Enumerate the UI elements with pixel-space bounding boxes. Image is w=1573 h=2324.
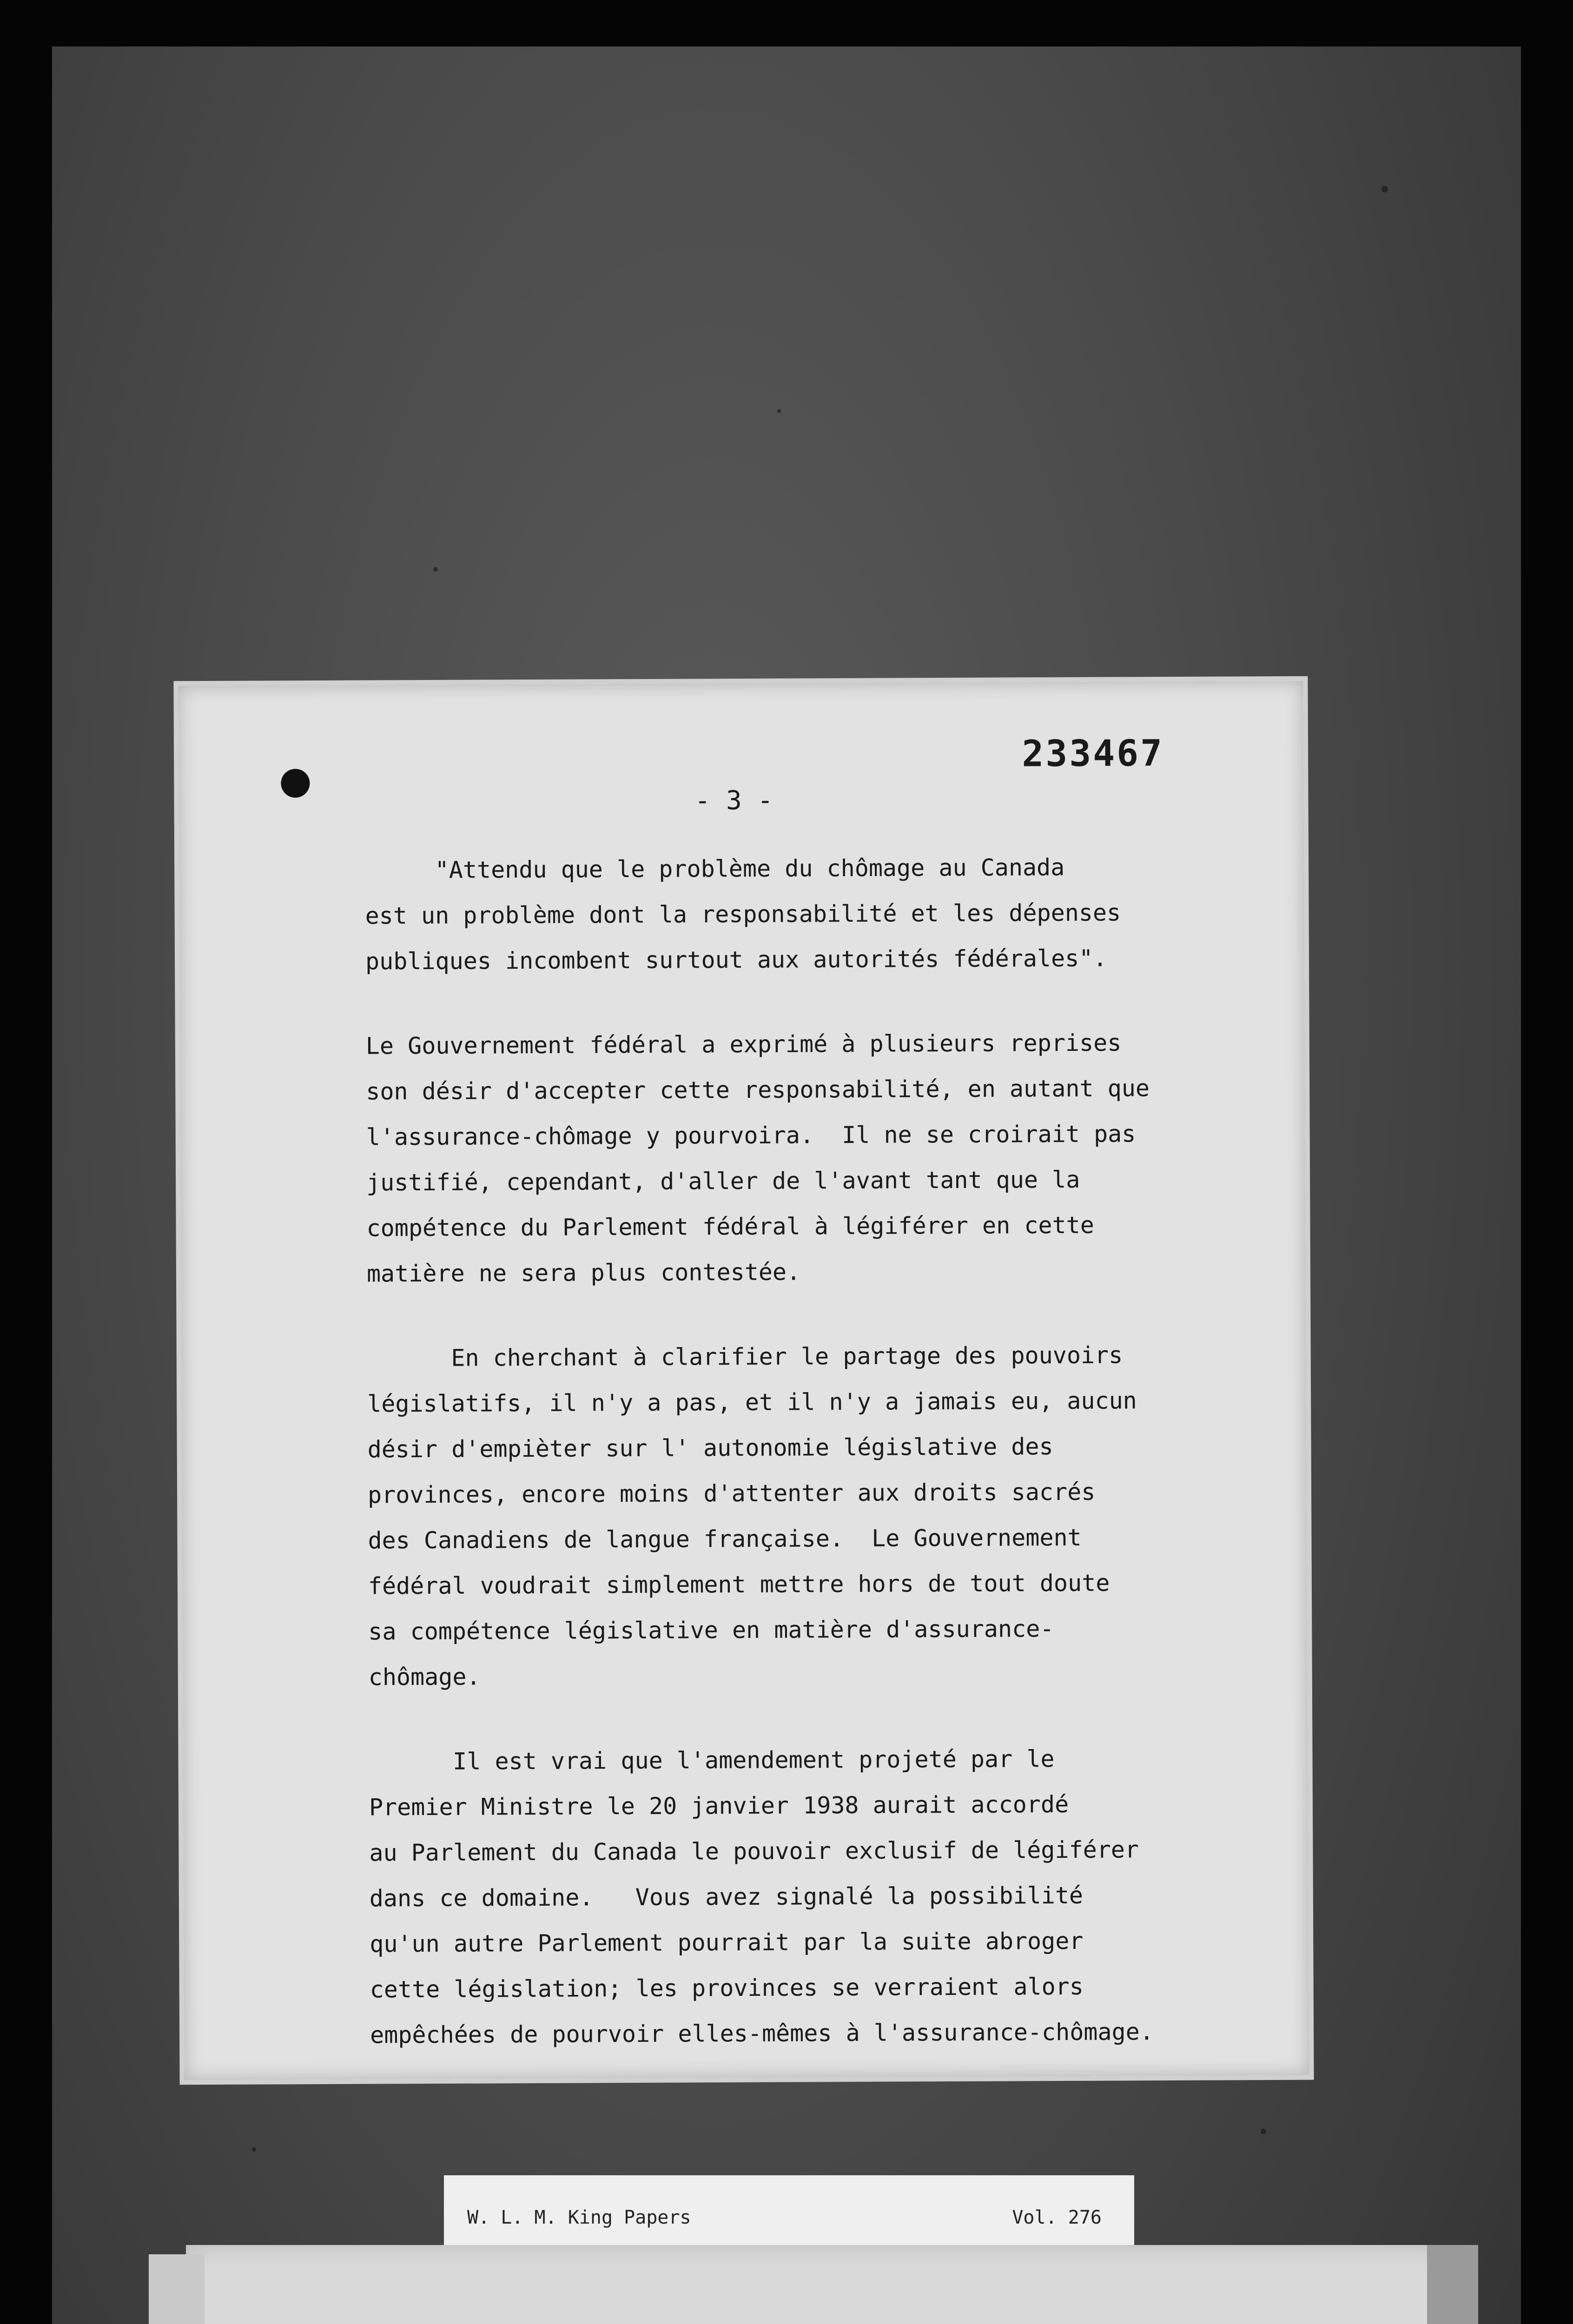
text-line: désir d'empièter sur l' autonomie législative des [367,1433,1053,1463]
document-number: 233467 [1022,733,1164,775]
text-line: son désir d'accepter cette responsabilité, en autant que [366,1075,1150,1105]
text-line: matière ne sera plus contestée. [366,1258,801,1287]
collection-name: W. L. M. King Papers [467,2207,691,2228]
text-line: justifié, cependant, d'aller de l'avant tant que la [366,1166,1080,1196]
text-line: l'assurance-chômage y pourvoira. Il ne se croirait pas [366,1120,1136,1151]
text-line: est un problème dont la responsabilité et les dépenses [365,899,1121,930]
collection-label [444,2175,1134,2257]
paragraph [369,1736,1207,2058]
text-line: provinces, encore moins d'attenter aux droits sacrés [367,1478,1096,1509]
text-line: publiques incombent surtout aux autorités fédérales". [365,944,1107,975]
text-line: qu'un autre Parlement pourrait par la suite abroger [370,1927,1084,1958]
card-edge [1427,2245,1478,2324]
text-line: au Parlement du Canada le pouvoir exclusif de légiférer [369,1836,1139,1867]
text-line: chômage. [368,1663,481,1691]
text-line: des Canadiens de langue française. Le Gouvernement [368,1524,1082,1554]
film-speck [1381,186,1388,192]
text-line: compétence du Parlement fédéral à légiférer en cette [366,1211,1095,1242]
card-edge [149,2254,205,2324]
film-speck [252,2147,256,2152]
paragraph [366,1020,1204,1297]
film-speck [777,409,781,413]
paragraph [365,844,1202,984]
text-line: Il est vrai que l'amendement projeté par le [369,1745,1055,1776]
text-line: dans ce domaine. Vous avez signalé la possibilité [369,1882,1084,1912]
text-line: "Attendu que le problème du chômage au Canada [365,853,1065,884]
document-page [178,681,1309,2080]
archive-card [186,2245,1450,2324]
document-body [365,844,1207,2097]
text-line: législatifs, il n'y a pas, et il n'y a jamais eu, aucun [367,1387,1137,1418]
volume-number: Vol. 276 [1012,2207,1102,2228]
text-line: empêchées de pourvoir elles-mêmes à l'assurance-chômage. [370,2018,1154,2049]
text-line: cette législation; les provinces se verraient alors [370,1973,1084,2003]
text-line: Premier Ministre le 20 janvier 1938 aurait accordé [369,1790,1069,1821]
page-number: - 3 - [694,785,773,816]
text-line: sa compétence législative en matière d'assurance- [368,1615,1054,1645]
text-line: Le Gouvernement fédéral a exprimé à plusieurs reprises [365,1029,1122,1060]
text-line: fédéral voudrait simplement mettre hors de tout doute [368,1569,1110,1600]
film-speck [433,567,438,572]
paragraph [367,1332,1205,1700]
punch-hole [281,769,310,798]
text-line: En cherchant à clarifier le partage des pouvoirs [367,1341,1123,1372]
film-speck [1261,2129,1266,2134]
